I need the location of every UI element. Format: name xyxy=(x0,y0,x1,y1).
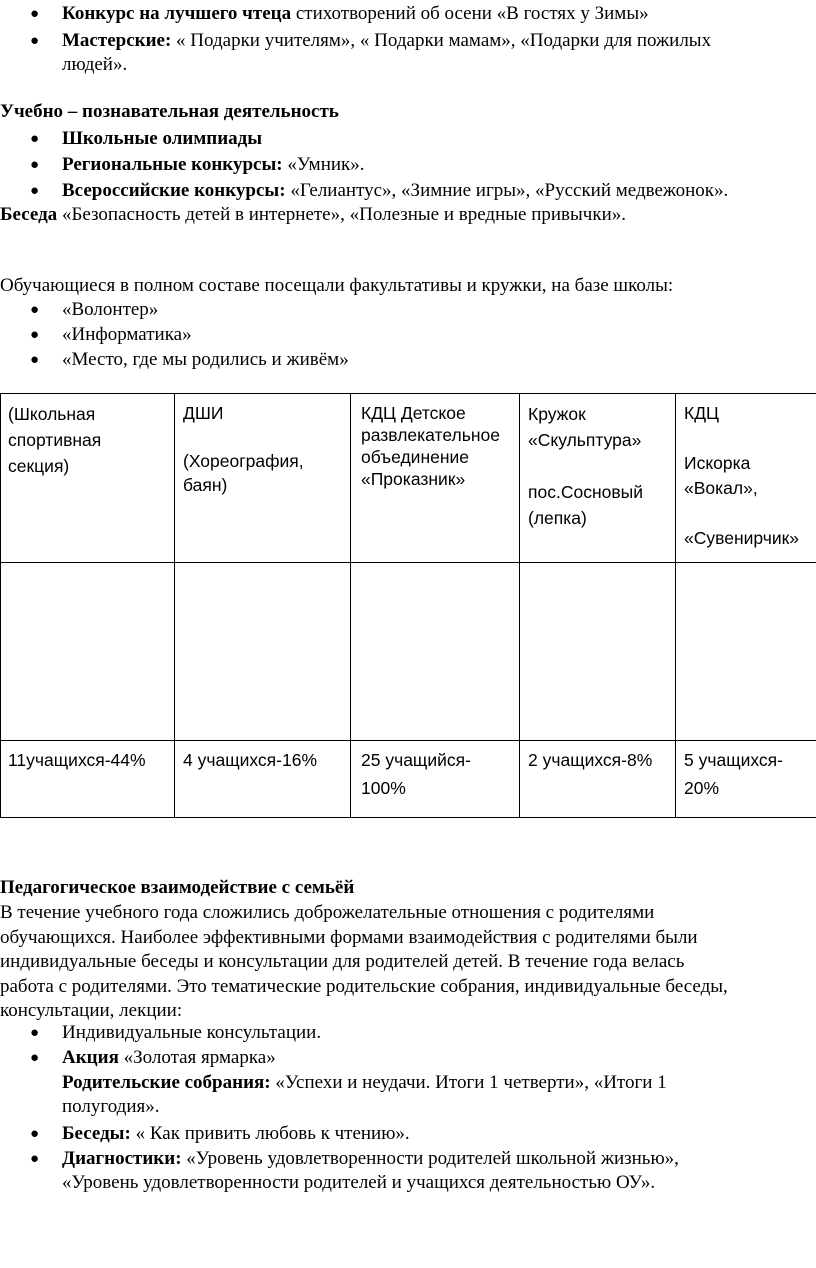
list-item xyxy=(0,29,816,77)
family-heading: Педагогическое взаимодействие с семьёй xyxy=(0,877,355,898)
table-cell xyxy=(684,746,816,802)
paragraph-line: В течение учебного года сложились доброжелательные отношения с родителями xyxy=(0,902,655,923)
paragraph-line: индивидуальные беседы и консультации для родителей детей. В течение года велась xyxy=(0,951,685,973)
list-item xyxy=(0,1046,816,1120)
list-item-text: «Умник». xyxy=(282,154,365,175)
list-item xyxy=(0,1147,816,1196)
bullet-icon: ● xyxy=(30,183,40,199)
table-border xyxy=(0,393,816,394)
bullet-icon: ● xyxy=(30,1025,40,1041)
bullet-icon: ● xyxy=(30,6,40,22)
bullet-icon: ● xyxy=(30,157,40,173)
list-item-text: « Подарки учителям», « Подарки мамам», «Подарки для пожилых xyxy=(171,30,712,51)
list-item-text: стихотворений об осени «В гостях у Зимы» xyxy=(291,3,649,24)
table-border xyxy=(675,393,676,818)
list-item xyxy=(0,1021,816,1046)
list-item xyxy=(0,2,816,26)
bullet-icon: ● xyxy=(30,327,40,343)
list-item-text-cont: полугодия». xyxy=(62,1096,160,1117)
table-cell xyxy=(528,746,674,774)
list-item-text: «Гелиантус», «Зимние игры», «Русский медвежонок». xyxy=(285,180,729,201)
table-border xyxy=(0,393,1,818)
edu-bullet-list xyxy=(0,127,816,203)
list-item-bold: Конкурс на лучшего чтеца xyxy=(62,3,292,24)
bullet-icon: ● xyxy=(30,1050,40,1066)
table-cell xyxy=(183,746,348,774)
bullet-icon: ● xyxy=(30,352,40,368)
list-item-bold: Родительские собрания: xyxy=(62,1071,271,1093)
table-header-cell xyxy=(361,402,519,490)
table-header-cell xyxy=(684,401,816,551)
stat-text: 11учащихся-44% xyxy=(8,750,146,770)
bullet-icon: ● xyxy=(30,131,40,147)
intro-line: Обучающиеся в полном составе посещали факультативы и кружки, на базе школы: xyxy=(0,275,674,296)
table-border xyxy=(519,393,520,818)
list-item-bold: Региональные конкурсы: xyxy=(62,154,283,175)
clubs-table xyxy=(0,393,816,818)
clubs-bullet-list xyxy=(0,298,816,373)
edu-heading: Учебно – познавательная деятельность xyxy=(0,101,339,122)
list-item-text: «Золотая ярмарка» xyxy=(118,1047,276,1068)
table-border xyxy=(0,562,816,563)
list-item-bold: Акция xyxy=(62,1047,119,1068)
list-item-text: «Место, где мы родились и живём» xyxy=(62,349,349,370)
paragraph-line: консультации, лекции: xyxy=(0,1000,183,1022)
list-item-bold: Диагностики: xyxy=(62,1147,182,1169)
list-item-text: «Волонтер» xyxy=(62,299,159,320)
bullet-icon: ● xyxy=(30,1125,40,1142)
stat-text: 5 учащихся- 20% xyxy=(684,750,783,798)
paragraph-line: работа с родителями. Это тематические родительские собрания, индивидуальные беседы, xyxy=(0,975,728,997)
list-item-bold: Школьные олимпиады xyxy=(62,128,263,149)
family-bullet-list xyxy=(0,1021,816,1196)
list-item-text-cont: «Уровень удовлетворенности родителей и учащихся деятельностью ОУ». xyxy=(62,1172,656,1193)
bullet-icon: ● xyxy=(30,302,40,318)
stat-text: 4 учащихся-16% xyxy=(183,750,318,770)
list-item xyxy=(0,298,816,323)
list-item xyxy=(0,1122,816,1147)
list-item xyxy=(0,323,816,348)
header-text: КДЦ Детское развлекательное объединение «Проказник» xyxy=(361,403,500,489)
list-item xyxy=(0,348,816,373)
table-border xyxy=(350,393,351,818)
list-item xyxy=(0,153,816,179)
table-header-cell xyxy=(8,401,172,479)
header-text: ДШИ (Хореография, баян) xyxy=(183,403,304,495)
list-item-bold: Беседы: xyxy=(62,1122,131,1144)
list-item xyxy=(0,127,816,153)
table-header-cell xyxy=(183,401,348,497)
list-item-bold: Мастерские: xyxy=(62,30,172,51)
list-item-text: «Информатика» xyxy=(62,324,192,345)
bullet-icon: ● xyxy=(30,33,40,49)
table-header-cell xyxy=(528,401,674,531)
header-text: (Школьная спортивная секция) xyxy=(8,404,102,476)
list-item-text: Индивидуальные консультации. xyxy=(62,1022,322,1043)
table-cell xyxy=(361,746,519,802)
table-border xyxy=(0,817,816,818)
table-cell xyxy=(8,746,172,774)
stat-text: 2 учащихся-8% xyxy=(528,750,653,770)
list-item xyxy=(0,179,816,203)
family-paragraph xyxy=(0,901,816,1024)
talk-text: «Безопасность детей в интернете», «Полезные и вредные привычки». xyxy=(57,204,626,225)
table-border xyxy=(0,740,816,741)
top-bullet-list xyxy=(0,2,816,77)
list-item-text-cont: людей». xyxy=(62,54,128,75)
talk-bold: Беседа xyxy=(0,204,58,225)
list-item-text: « Как привить любовь к чтению». xyxy=(130,1122,410,1144)
stat-text: 25 учащийся- 100% xyxy=(361,750,471,798)
paragraph-line: обучающихся. Наиболее эффективными формами взаимодействия с родителями были xyxy=(0,926,698,948)
header-text: Кружок «Скульптура» пос.Сосновый (лепка) xyxy=(528,404,643,528)
list-item-bold: Всероссийские конкурсы: xyxy=(62,180,286,201)
header-text: КДЦ Искорка «Вокал», «Сувенирчик» xyxy=(684,403,800,548)
talk-line xyxy=(0,203,626,227)
list-item-text: «Успехи и неудачи. Итоги 1 четверти», «Итоги 1 xyxy=(270,1071,667,1093)
table-border xyxy=(174,393,175,818)
list-item-text: «Уровень удовлетворенности родителей школьной жизнью», xyxy=(181,1147,679,1169)
bullet-icon: ● xyxy=(30,1150,40,1167)
